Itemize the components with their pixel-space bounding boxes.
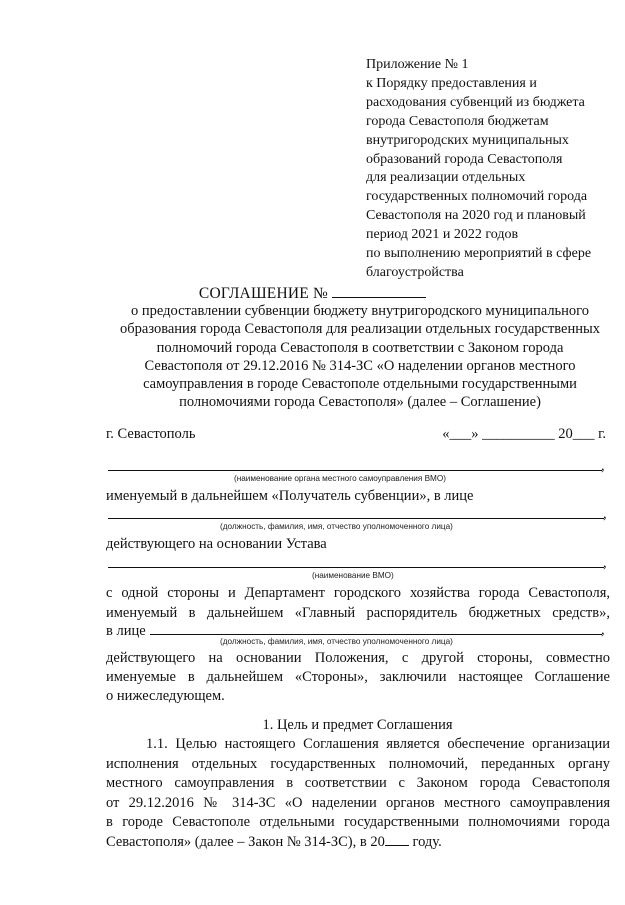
text-parties-line: действующего на основании Положения, с другой стороны, совместно [106,650,610,666]
appendix-line: города Севастополя бюджетам [366,113,549,129]
section-heading: 1. Цель и предмет Соглашения [262,717,453,733]
paragraph-line: исполнения отдельных государственных полномочий, переданных органу [106,755,610,772]
subtitle-line: образования города Севастополя для реализации отдельных государственных [120,321,600,338]
date-placeholder: «___» __________ 20___ г. [442,426,606,442]
place-date-row [106,425,606,443]
fill-line-organ [108,470,602,471]
paragraph-last-line [106,833,610,853]
agreement-title [0,284,625,303]
paragraph-line: в городе Севастополе отдельными государственными полномочиями города [106,814,610,831]
section-paragraph [106,735,610,853]
appendix-line: к Порядку предоставления и [366,75,537,91]
appendix-line: Севастополя на 2020 год и плановый [366,208,586,224]
caption-organ: (наименование органа местного самоуправления ВМО) [234,474,446,483]
agreement-subtitle [100,302,620,412]
city-label: г. Севастополь [106,426,196,442]
paragraph-text: Севастополя» (далее – Закон № 314-ЗС), в 20 [106,833,385,850]
text-department-line: именуемый в дальнейшем «Главный распорядитель бюджетных средств», [106,605,610,621]
paragraph-line: местного самоуправления в соответствии с Законом города Севастополя [106,775,610,792]
appendix-line: благоустройства [366,264,464,280]
subtitle-line: о предоставлении субвенции бюджету внутригородского муниципального [130,303,590,319]
text-parties-line: о нижеследующем. [106,688,225,704]
text-charter: действующего на основании Устава [106,536,327,552]
subtitle-line: полномочиями города Севастополя» (далее – Соглашение) [179,394,541,411]
text-department-line: с одной стороны и Департамент городского хозяйства города Севастополя, [106,585,610,601]
caption-vmo: (наименование ВМО) [312,571,394,580]
caption-department-official: (должность, фамилия, имя, отчество уполномоченного лица) [220,637,453,646]
comma: , [601,458,605,474]
appendix-line: расходования субвенций из бюджета [366,94,585,110]
paragraph-text: году. [412,833,442,850]
paragraph-line: от 29.12.2016 № 314-ЗС «О наделении органов местного самоуправления [106,794,610,811]
comma: , [601,622,605,638]
fill-line-department-official [150,634,602,635]
appendix-line: государственных полномочий города [366,189,588,205]
appendix-line: для реализации отдельных [366,170,526,186]
appendix-line: по выполнению мероприятий в сфере [366,246,592,262]
appendix-line: внутригородских муниципальных [366,132,569,148]
appendix-header [366,56,616,283]
fill-line-official [108,518,604,519]
text-parties-line: именуемые в дальнейшем «Стороны», заключили настоящее Соглашение [106,669,610,685]
subtitle-line: самоуправления в городе Севастополе отдельными государственными [143,376,577,393]
subtitle-line: Севастополя от 29.12.2016 № 314-ЗС «О наделении органов местного [144,357,576,374]
appendix-line: период 2021 и 2022 годов [366,227,519,243]
agreement-number-blank [332,284,426,298]
text-in-person: в лице [106,623,146,639]
appendix-line: Приложение № 1 [366,57,469,72]
fill-line-vmo [108,567,604,568]
appendix-line: образований города Севастополя [366,151,563,167]
caption-official: (должность, фамилия, имя, отчество уполномоченного лица) [220,522,453,531]
comma: , [603,555,607,571]
year-blank [385,833,409,846]
agreement-title-text: СОГЛАШЕНИЕ № [198,285,328,302]
text-recipient: именуемый в дальнейшем «Получатель субвенции», в лице [106,488,474,504]
paragraph-line: 1.1. Целью настоящего Соглашения является обеспечение организации [146,736,610,752]
comma: , [603,506,607,522]
subtitle-line: полномочий города Севастополя в соответствии с Законом города [156,339,564,356]
